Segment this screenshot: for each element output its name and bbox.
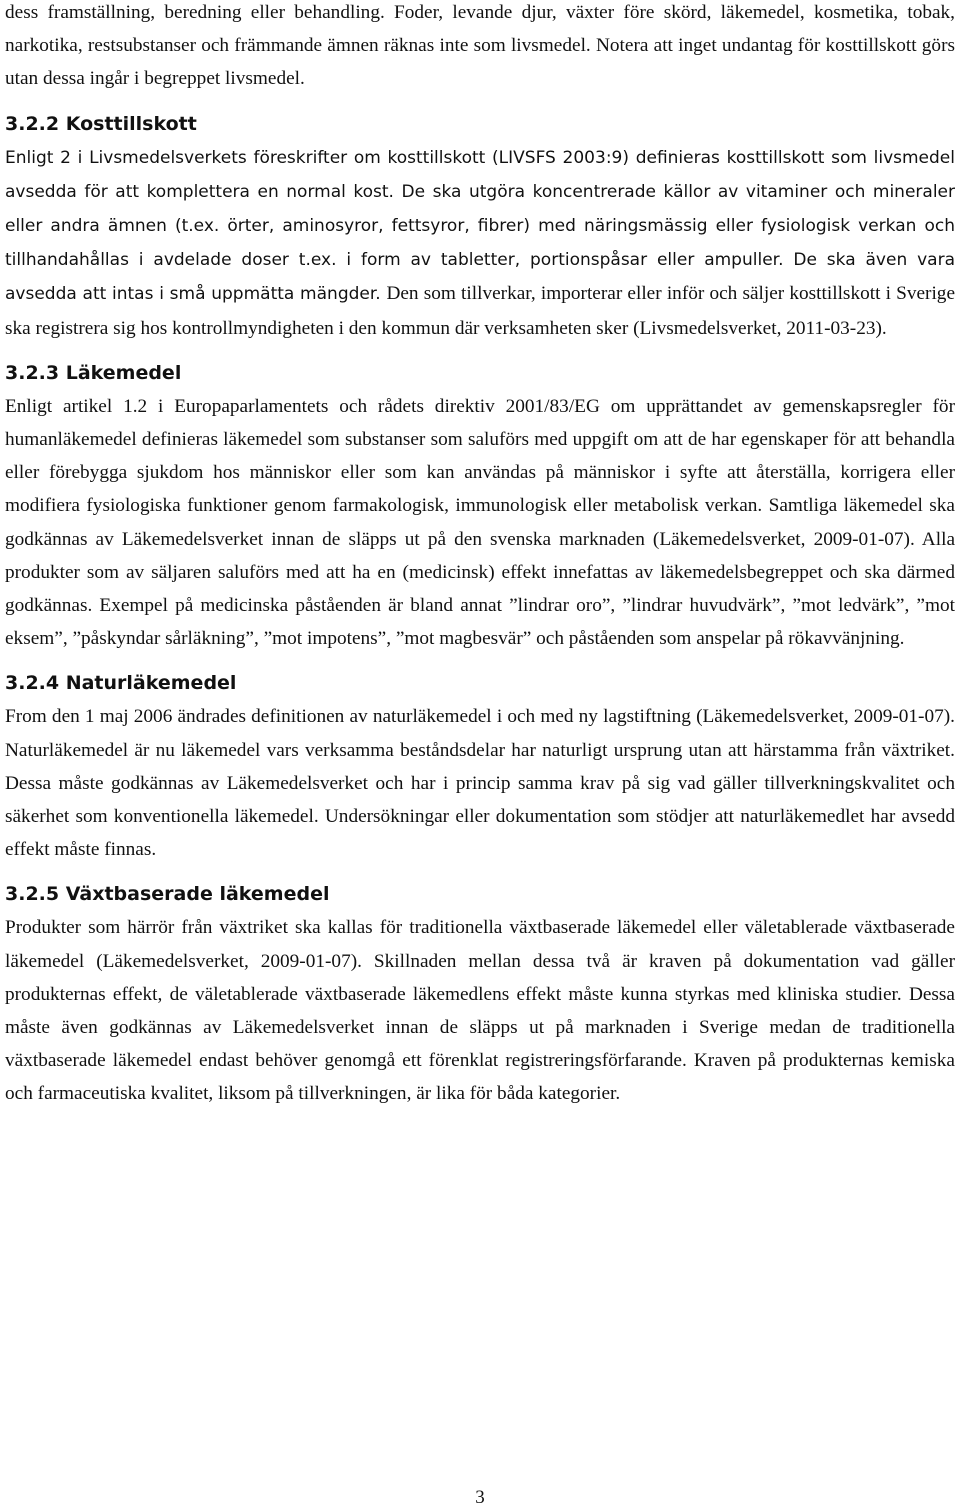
heading-naturlakemedel: 3.2.4 Naturläkemedel bbox=[5, 672, 237, 695]
paragraph-lakemedel: Enligt artikel 1.2 i Europaparlamentets och rådets direktiv 2001/83/EG om upprättandet av gemenskapsregler för humanläkemedel definieras läkemedel som substanser som saluförs med uppgift om att de har egenskaper för att behandla eller förebygga sjukdom hos människor eller som kan användas på människor i syfte att återställa, korrigera eller modifiera fysiologiska funktioner genom farmakologisk, immunologisk eller metabolisk verkan. Samtliga läkemedel ska godkännas av Läkemedelsverket innan de släpps ut på den svenska marknaden (Läkemedelsverket, 2009-01-07). Alla produkter som av säljaren saluförs med att ha en (medicinsk) effekt innefattas av läkemedelsbegreppet och ska därmed godkännas. Exempel på medicinska påståenden är bland annat ”lindrar oro”, ”lindrar huvudvärk”, ”mot ledvärk”, ”mot eksem”, ”påskyndar sårläkning”, ”mot impotens”, ”mot magbesvär” och påståenden som anspelar på rökavvänjning. bbox=[5, 395, 955, 650]
paragraph-kosttillskott bbox=[5, 141, 955, 345]
heading-vaxtbaserade-lakemedel: 3.2.5 Växtbaserade läkemedel bbox=[5, 883, 330, 906]
intro-paragraph: dess framställning, beredning eller behandling. Foder, levande djur, växter före skörd, läkemedel, kosmetika, tobak, narkotika, restsubstanser och främmande ämnen räknas inte som livsmedel. Notera att inget undantag för kosttillskott görs utan dessa ingår i begreppet livsmedel. bbox=[5, 2, 955, 90]
kosttillskott-definition-text: Enligt 2 i Livsmedelsverkets föreskrifter om kosttillskott (LIVSFS 2003:9) definieras kosttillskott som livsmedel avsedda för att komplettera en normal kost. bbox=[5, 147, 955, 202]
heading-kosttillskott: 3.2.2 Kosttillskott bbox=[5, 112, 197, 135]
page-content bbox=[5, 0, 955, 1111]
page-number: 3 bbox=[475, 1487, 485, 1508]
kosttillskott-registration-text: Den som tillverkar, importerar eller inför och säljer kosttillskott i Sverige ska registrera sig hos kontrollmyndigheten i den kommun där verksamheten sker (Livsmedelsverket, 2011-03-23). bbox=[5, 283, 956, 339]
heading-lakemedel: 3.2.3 Läkemedel bbox=[5, 361, 182, 384]
paragraph-naturlakemedel: From den 1 maj 2006 ändrades definitionen av naturläkemedel i och med ny lagstiftning (Läkemedelsverket, 2009-01-07). Naturläkemedel är nu läkemedel vars verksamma beståndsdelar har naturligt ursprung utan att härstamma från växtriket. Dessa måste godkännas av Läkemedelsverket och har i princip samma krav på sig vad gäller tillverkningskvalitet och säkerhet som konventionella läkemedel. Undersökningar eller dokumentation som stödjer att naturläkemedlet har avsedd effekt måste finnas. bbox=[5, 706, 955, 861]
kosttillskott-requirements-text: De ska utgöra koncentrerade källor av vitaminer och mineraler eller andra ämnen (t.ex. örter, aminosyror, fettsyror, fibrer) med näringsmässig eller fysiologisk verkan och tillhandahållas i avdelade doser t.ex. i form av tabletter, portionspåsar eller ampuller. De ska även vara avsedda att intas i små uppmätta mängder. bbox=[5, 181, 955, 305]
paragraph-vaxtbaserade-lakemedel: Produkter som härrör från växtriket ska kallas för traditionella växtbaserade läkemedel eller väletablerade växtbaserade läkemedel (Läkemedelsverket, 2009-01-07). Skillnaden mellan dessa två är kraven på dokumentation vad gäller produkternas effekt, de väletablerade växtbaserade läkemedlens effekt måste kunna styrkas med kliniska studier. Dessa måste även godkännas av Läkemedelsverket innan de släpps ut på marknaden i Sverige medan de traditionella växtbaserade läkemedel endast behöver genomgå ett förenklat registreringsförfarande. Kraven på produkternas kemiska och farmaceutiska kvalitet, liksom på tillverkningen, är lika för båda kategorier. bbox=[5, 917, 955, 1105]
